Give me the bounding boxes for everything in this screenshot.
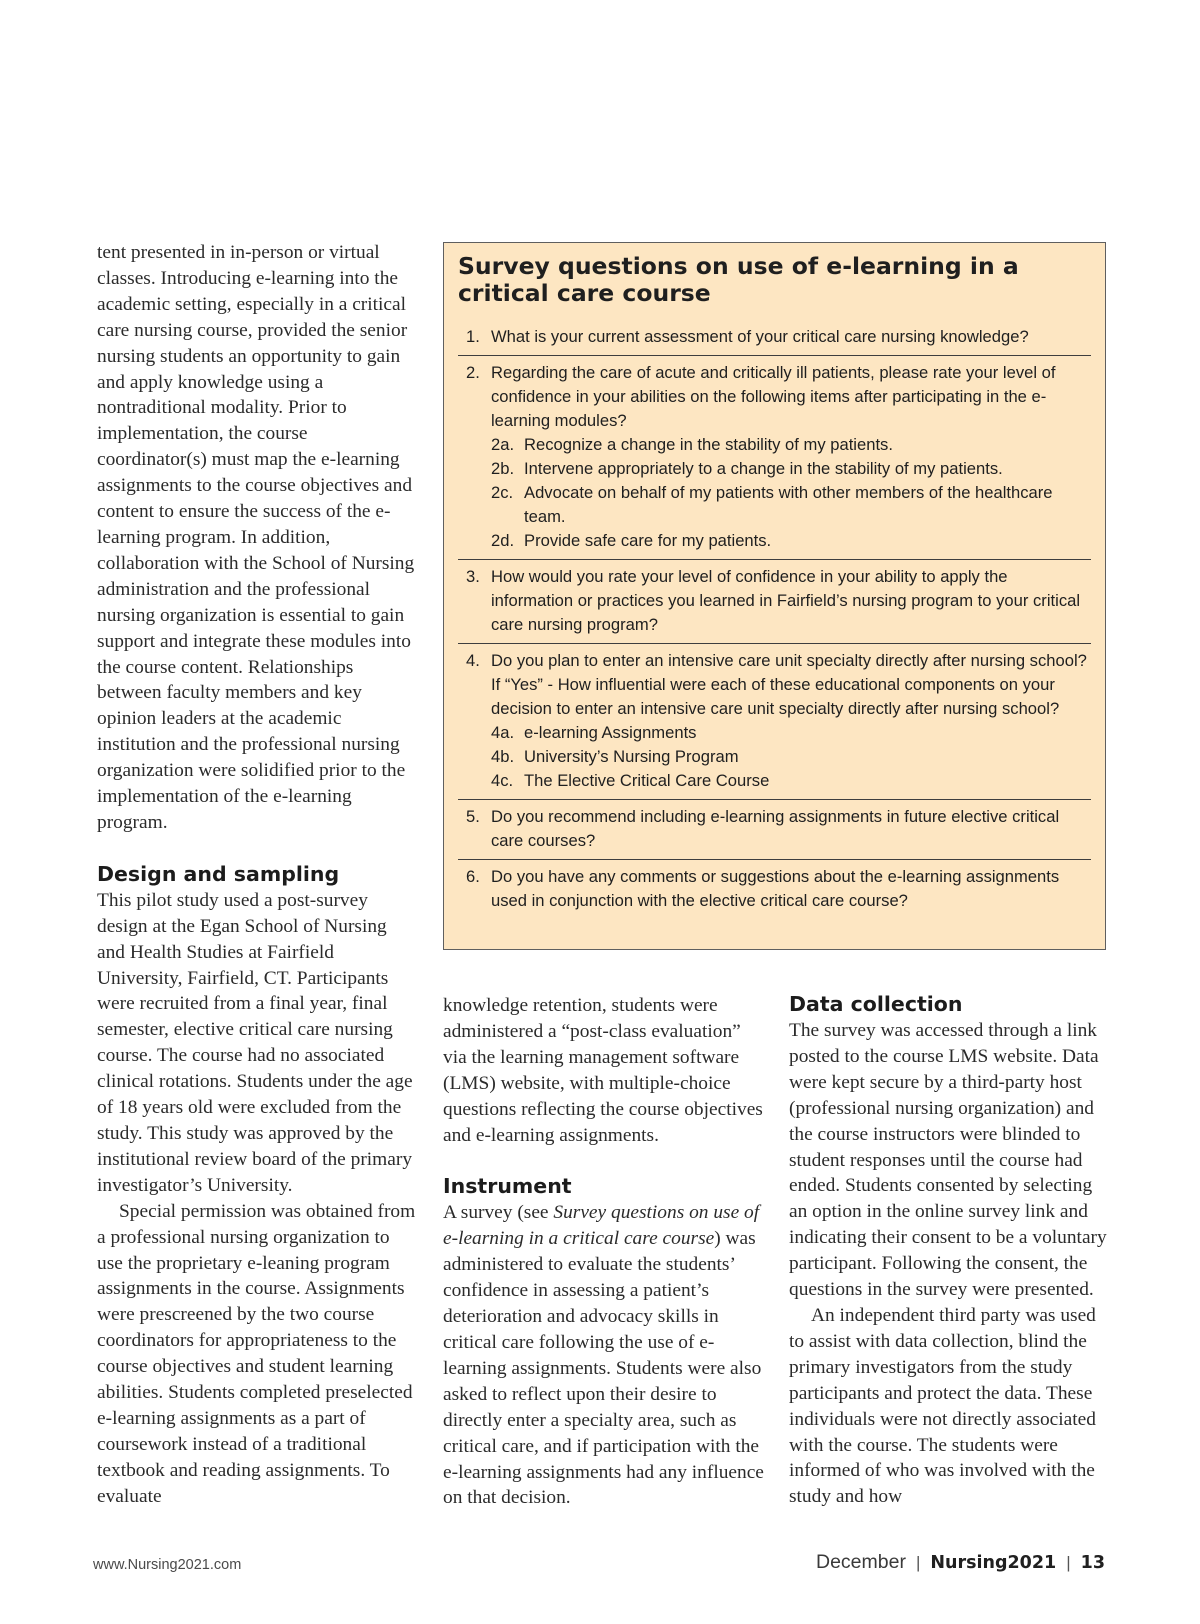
question-text: What is your current assessment of your critical care nursing knowledge? [491, 327, 1029, 346]
survey-question [458, 356, 1091, 560]
survey-question-list [458, 320, 1091, 919]
question-number: 1. [466, 327, 480, 346]
sub-question-text: Advocate on behalf of my patients with other members of the healthcare team. [524, 483, 1053, 526]
section-heading-design-and-sampling: Design and sampling [97, 861, 340, 886]
section-heading-data-collection: Data collection [789, 992, 963, 1016]
body-paragraph: The survey was accessed through a link posted to the course LMS website. Data were kept secure by a third-party host (professional nursing organization) and the course instructors were blinded to student responses until the course had ended. Students consented by selecting an option in the online survey link and indicating their consent to be a voluntary participant. Following the consent, the questions in the survey were presented. [789, 1020, 1107, 1301]
sidebar-cross-reference: Survey questions on use of e-learning in a critical care course [443, 1202, 760, 1250]
survey-questions-sidebar [443, 242, 1106, 950]
question-number: 6. [466, 867, 480, 886]
page-number: 13 [1080, 1552, 1105, 1573]
question-text: Do you plan to enter an intensive care unit specialty directly after nursing school? [491, 651, 1087, 670]
body-paragraph: An independent third party was used to assist with data collection, blind the primary investigators from the study participants and protect the data. These individuals were not directly associated with the course. The students were informed of who was involved with the study and how [789, 1304, 1096, 1508]
sub-question-text: Recognize a change in the stability of my patients. [524, 435, 893, 454]
sub-question [491, 721, 1091, 745]
sub-question [491, 529, 1091, 553]
sub-question-number: 2c. [491, 483, 514, 502]
sub-question-number: 4b. [491, 747, 515, 766]
question-text: Do you have any comments or suggestions about the e-learning assignments used in conjunction with the elective critical care course? [491, 867, 1060, 910]
text-run: A survey (see [443, 1202, 554, 1224]
sub-question-number: 2d. [491, 531, 515, 550]
question-number: 3. [466, 567, 480, 586]
footer-separator: | [915, 1552, 921, 1572]
sidebar-title: Survey questions on use of e-learning in a critical care course [458, 252, 1019, 307]
question-number: 5. [466, 807, 480, 826]
question-number: 2. [466, 363, 480, 382]
footer-month: December [816, 1551, 906, 1573]
footer-website: www.Nursing2021.com [93, 1557, 242, 1573]
sub-question-text: e-learning Assignments [524, 723, 697, 742]
sub-question-list [491, 721, 1091, 793]
sub-question-number: 4a. [491, 723, 515, 742]
sub-question-number: 2b. [491, 459, 515, 478]
survey-question [458, 320, 1091, 356]
body-paragraph: tent presented in in-person or virtual classes. Introducing e-learning into the academic setting, especially in a critical care nursing course, provided the senior nursing students an opportunity to gain and apply knowledge using a nontraditional modality. Prior to implementation, the course coordinator(s) must map the e-learning assignments to the course objectives and content to ensure the success of the e-learning program. In addition, collaboration with the School of Nursing administration and the professional nursing organization is essential to gain support and integrate these modules into the course content. Relationships between faculty members and key opinion leaders at the academic institution and the professional nursing organization were solidified prior to the implementation of the e-learning program. [97, 242, 415, 833]
survey-question [458, 644, 1091, 800]
sub-question-list [491, 433, 1091, 553]
question-number: 4. [466, 651, 480, 670]
sub-question-number: 4c. [491, 771, 514, 790]
footer-journal-name: Nursing2021 [930, 1552, 1057, 1573]
body-paragraph: Special permission was obtained from a professional nursing organization to use the proprietary e-leaning program assignments in the course. Assignments were prescreened by the two course coordinators for appropriateness to the course objectives and student learning abilities. Students completed preselected e-learning assignments as a part of coursework instead of a traditional textbook and reading assignments. To evaluate [97, 1200, 416, 1507]
question-text: How would you rate your level of confidence in your ability to apply the information or practices you learned in Fairfield’s nursing program to your critical care nursing program? [491, 567, 1081, 634]
body-paragraph [443, 1200, 765, 1511]
section-heading-instrument: Instrument [443, 1174, 572, 1199]
survey-question [458, 800, 1091, 860]
sub-question [491, 433, 1091, 457]
body-column-right [789, 991, 1111, 1510]
body-column-left [97, 240, 419, 1510]
survey-question [458, 560, 1091, 644]
survey-question [458, 860, 1091, 919]
sub-question [491, 481, 1091, 529]
footer-separator: | [1066, 1552, 1071, 1572]
sub-question [491, 745, 1091, 769]
sub-question-text: Provide safe care for my patients. [524, 531, 772, 550]
text-run: ) was administered to evaluate the students’ confidence in assessing a patient’s deterioration and advocacy skills in critical care following the use of e-learning assignments. Students were also asked to reflect upon their desire to directly enter a specialty area, such as critical care, and if participation with the e-learning assignments had any influence on that decision. [443, 1228, 764, 1509]
body-column-middle [443, 993, 765, 1511]
sub-question-text: The Elective Critical Care Course [524, 771, 770, 790]
sub-question [491, 769, 1091, 793]
sub-question-text: University’s Nursing Program [524, 747, 739, 766]
body-paragraph: This pilot study used a post-survey design at the Egan School of Nursing and Health Studies at Fairfield University, Fairfield, CT. Participants were recruited from a final year, final semester, elective critical care nursing course. The course had no associated clinical rotations. Students under the age of 18 years old were excluded from the study. This study was approved by the institutional review board of the primary investigator’s University. [97, 889, 413, 1196]
question-text: Regarding the care of acute and critically ill patients, please rate your level of confidence in your abilities on the following items after participating in the e-learning modules? [491, 363, 1056, 430]
body-paragraph: knowledge retention, students were administered a “post-class evaluation” via the learning management software (LMS) website, with multiple-choice questions reflecting the course objectives and e-learning assignments. [443, 995, 763, 1146]
sub-question [491, 457, 1091, 481]
sub-question-text: Intervene appropriately to a change in the stability of my patients. [524, 459, 1003, 478]
conditional-question-text: If “Yes” - How influential were each of these educational components on your decision to enter an intensive care unit specialty directly after nursing school? [491, 675, 1060, 718]
sub-question-number: 2a. [491, 435, 515, 454]
footer-folio [816, 1551, 1105, 1574]
question-text: Do you recommend including e-learning assignments in future elective critical care courses? [491, 807, 1060, 850]
